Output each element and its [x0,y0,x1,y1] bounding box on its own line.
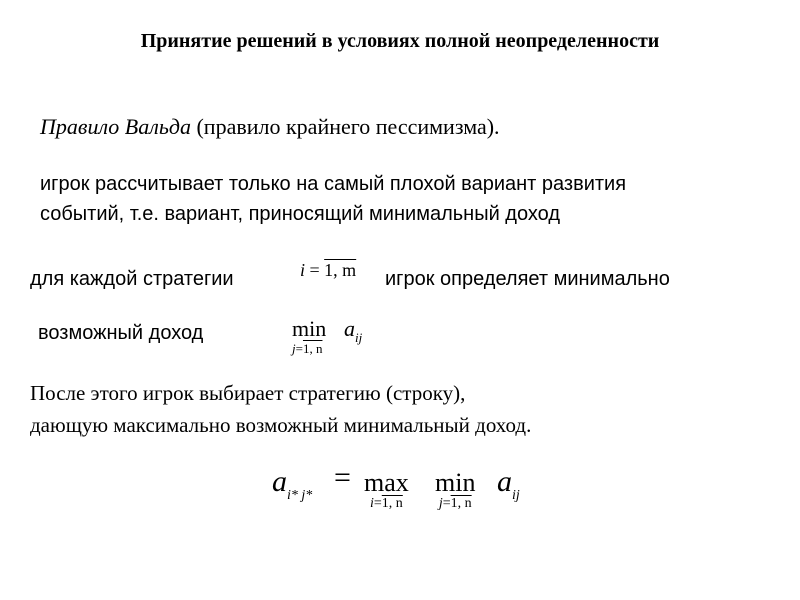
formula-maximin-lhs: $a_{i* j*}$ [272,465,313,503]
text-line-5: После этого игрок выбирает стратегию (строку), [30,381,466,405]
max-subscript: i=1, n [369,496,403,511]
formula-range: 1, m [324,260,357,280]
text-line-6: дающую максимально возможный минимальный доход. [30,413,532,437]
min-operator-2: min [435,468,476,497]
rule-name: Правило Вальда [40,114,191,139]
max-operator: max [364,468,409,497]
formula-min-income [292,318,326,357]
min-operator: min [292,316,327,341]
formula-eq: = [305,260,325,280]
min-subscript-2: j=1, n [438,496,472,511]
formula-maximin-eq: = [334,461,351,494]
formula-term-aij: $a_{ij}$ [344,316,363,345]
formula-max-block [364,470,409,512]
rule-heading [40,114,500,140]
formula-min-block [435,470,475,512]
formula-maximin-term: $a_{ij}$ [497,465,520,503]
formula-strategy-index [300,260,356,281]
rule-description: (правило крайнего пессимизма). [190,114,500,139]
text-line-2: событий, т.е. вариант, приносящий минимальный доход [40,203,560,225]
text-line-3-right: игрок определяет минимально [385,268,670,290]
slide-title: Принятие решений в условиях полной неопределенности [140,30,660,52]
text-line-4: возможный доход [38,322,204,344]
formula-var-i: i [300,260,306,280]
text-line-3-left: для каждой стратегии [30,268,234,290]
min-subscript: j=1, n [292,341,323,356]
text-line-1: игрок рассчитывает только на самый плохой вариант развития [40,173,627,195]
